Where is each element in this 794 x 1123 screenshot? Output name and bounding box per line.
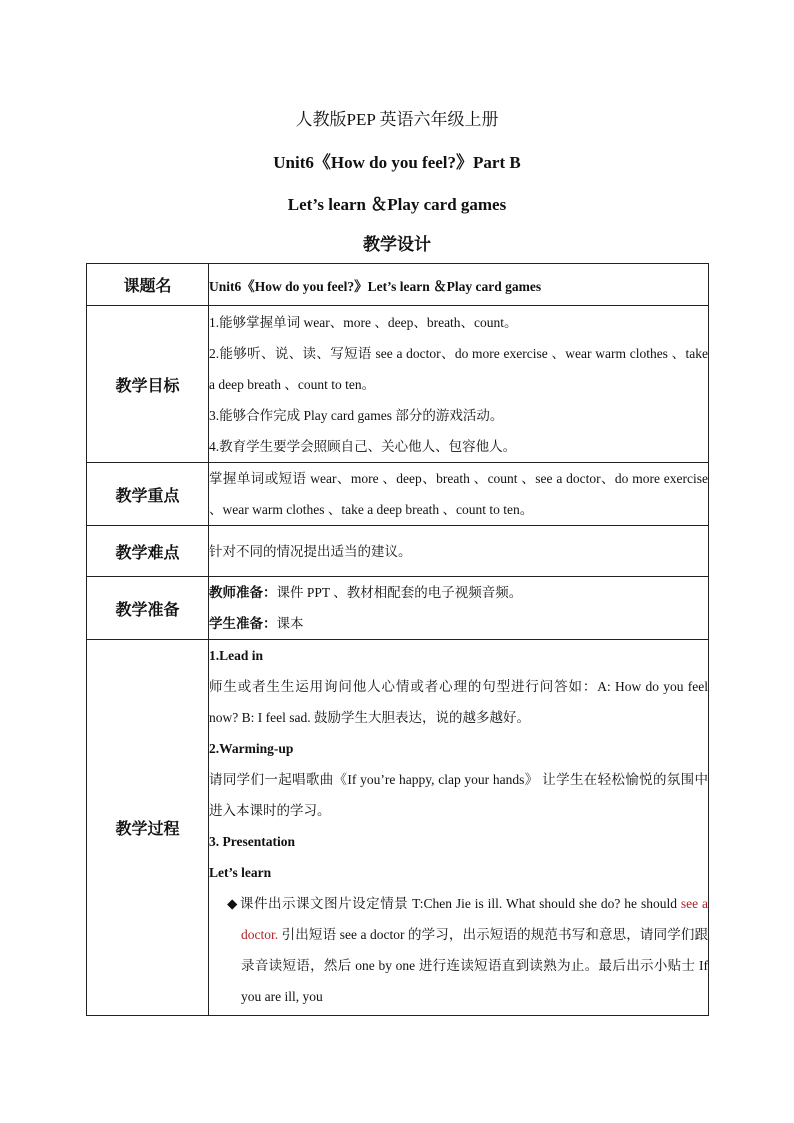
row-preparation	[87, 577, 709, 640]
key-points-text: 掌握单词或短语 wear、more 、deep、breath 、count 、see a doctor、do more exercise 、wear warm clothes 、take a deep breath 、count to ten。	[209, 471, 708, 517]
objective-item: 2.能够听、说、读、写短语 see a doctor、do more exercise 、wear warm clothes 、take a deep breath 、count to ten。	[209, 345, 708, 392]
section-warming-up-text: 请同学们一起唱歌曲《If you’re happy, clap your hands》 让学生在轻松愉悦的氛围中进入本课时的学习。	[209, 772, 708, 818]
section-lets-learn-title: Let’s learn	[209, 865, 272, 880]
objective-item: 4.教育学生要学会照顾自己、关心他人、包容他人。	[209, 438, 517, 454]
preparation-label: 教学准备	[87, 577, 209, 640]
teacher-prep-label: 教师准备：	[209, 585, 277, 600]
row-difficulties	[87, 526, 709, 577]
row-process	[87, 640, 709, 1016]
section-lead-in-text: 师生或者生生运用询问他人心情或者心理的句型进行问答如：A: How do you feel now? B: I feel sad. 鼓励学生大胆表达，说的越多越好。	[209, 679, 708, 725]
student-prep-text: 课本	[276, 616, 304, 631]
presentation-paragraph	[209, 888, 708, 1012]
process-label: 教学过程	[87, 640, 209, 1016]
objectives-label: 教学目标	[87, 306, 209, 463]
doc-title-line4: 教学设计	[363, 235, 431, 254]
diamond-bullet-icon: ◆	[227, 896, 238, 911]
key-points-label: 教学重点	[87, 463, 209, 526]
difficulties-content	[209, 526, 709, 577]
objectives-content	[209, 306, 709, 463]
preparation-content	[209, 577, 709, 640]
highlight-see-a-doctor: see a doctor.	[241, 896, 708, 942]
doc-title-line1: 人教版PEP 英语六年级上册	[295, 110, 499, 129]
doc-title-line2: Unit6《How do you feel?》Part B	[273, 153, 521, 172]
teacher-prep	[209, 577, 708, 608]
student-prep-label: 学生准备：	[209, 616, 277, 631]
row-objectives	[87, 306, 709, 463]
teacher-prep-text: 课件 PPT 、教材相配套的电子视频音频。	[276, 585, 523, 600]
topic-value: Unit6《How do you feel?》Let’s learn ＆Play card games	[209, 264, 709, 306]
presentation-text-1: 课件出示课文图片设定情景 T:Chen Jie is ill. What should she do? he should	[239, 896, 681, 911]
row-key-points	[87, 463, 709, 526]
section-presentation-title: 3. Presentation	[209, 834, 295, 849]
difficulties-text: 针对不同的情况提出适当的建议。	[209, 543, 412, 559]
presentation-text-2: 引出短语 see a doctor 的学习，出示短语的规范书写和意思，请同学们跟录音读短语，然后 one by one 进行连读短语直到读熟为止。最后出示小贴士 If you are ill, you	[241, 927, 708, 1004]
topic-label: 课题名	[87, 264, 209, 306]
key-points-content	[209, 463, 709, 526]
objective-item: 3.能够合作完成 Play card games 部分的游戏活动。	[209, 407, 504, 423]
lesson-plan-table	[86, 263, 709, 1016]
objective-item: 1.能够掌握单词 wear、more 、deep、breath、count。	[209, 314, 518, 330]
student-prep	[209, 608, 708, 639]
process-content	[209, 640, 709, 1016]
section-lead-in-title: 1.Lead in	[209, 648, 264, 663]
row-topic	[87, 264, 709, 306]
section-warming-up-title: 2.Warming-up	[209, 741, 294, 756]
difficulties-label: 教学难点	[87, 526, 209, 577]
doc-title-line3: Let’s learn ＆Play card games	[287, 195, 507, 214]
